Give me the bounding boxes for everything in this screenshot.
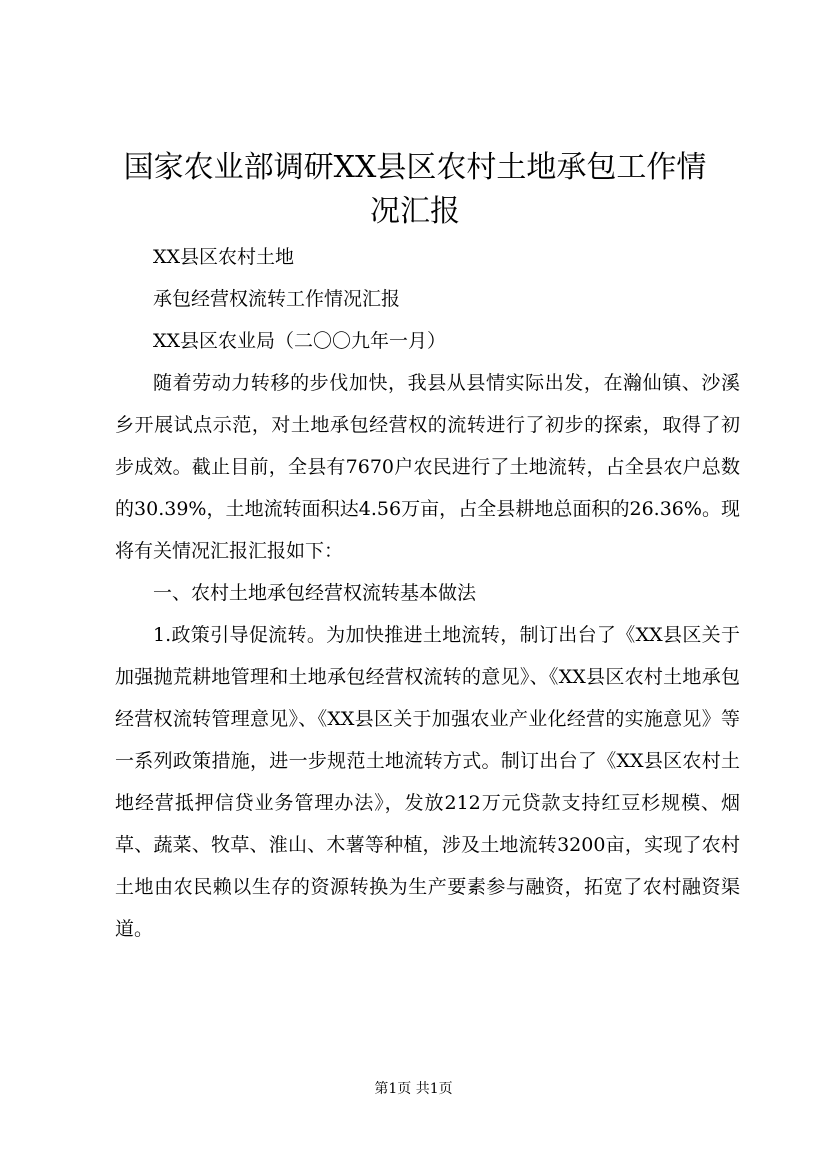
paragraph-introduction: 随着劳动力转移的步伐加快，我县从县情实际出发，在瀚仙镇、沙溪乡开展试点示范，对土地承包经营权的流转进行了初步的探索，取得了初步成效。截止目前，全县有7670户农民进行了土地流转，占全县农户总数的30.39%，土地流转面积达4.56万亩，占全县耕地总面积的26.36%。现将有关情况汇报汇报如下： — [115, 372, 740, 562]
section-heading: 一、农村土地承包经营权流转基本做法 — [153, 582, 477, 604]
paragraph-subtitle-line-1: XX县区农村土地 — [153, 246, 295, 268]
document-title: 国家农业部调研XX县区农村土地承包工作情况汇报 — [123, 150, 707, 229]
paragraph-policy-guidance: 1.政策引导促流转。为加快推进土地流转，制订出台了《XX县区关于加强抛荒耕地管理和土地承包经营权流转的意见》、《XX县区农村土地承包经营权流转管理意见》、《XX县区关于加强农业产业化经营的实施意见》等一系列政策措施，进一步规范土地流转方式。制订出台了《XX县区农村土地经营抵押信贷业务管理办法》，发放212万元贷款支持红豆杉规模、烟草、蔬菜、牧草、淮山、木薯等种植，涉及土地流转3200亩，实现了农村土地由农民赖以生存的资源转换为生产要素参与融资，拓宽了农村融资渠道。 — [115, 624, 740, 940]
document-body — [115, 236, 740, 950]
paragraph-author-date: XX县区农业局（二〇〇九年一月） — [153, 330, 447, 352]
page-footer: 第1页 共1页 — [374, 1081, 453, 1097]
paragraph-subtitle-line-2: 承包经营权流转工作情况汇报 — [153, 288, 401, 310]
